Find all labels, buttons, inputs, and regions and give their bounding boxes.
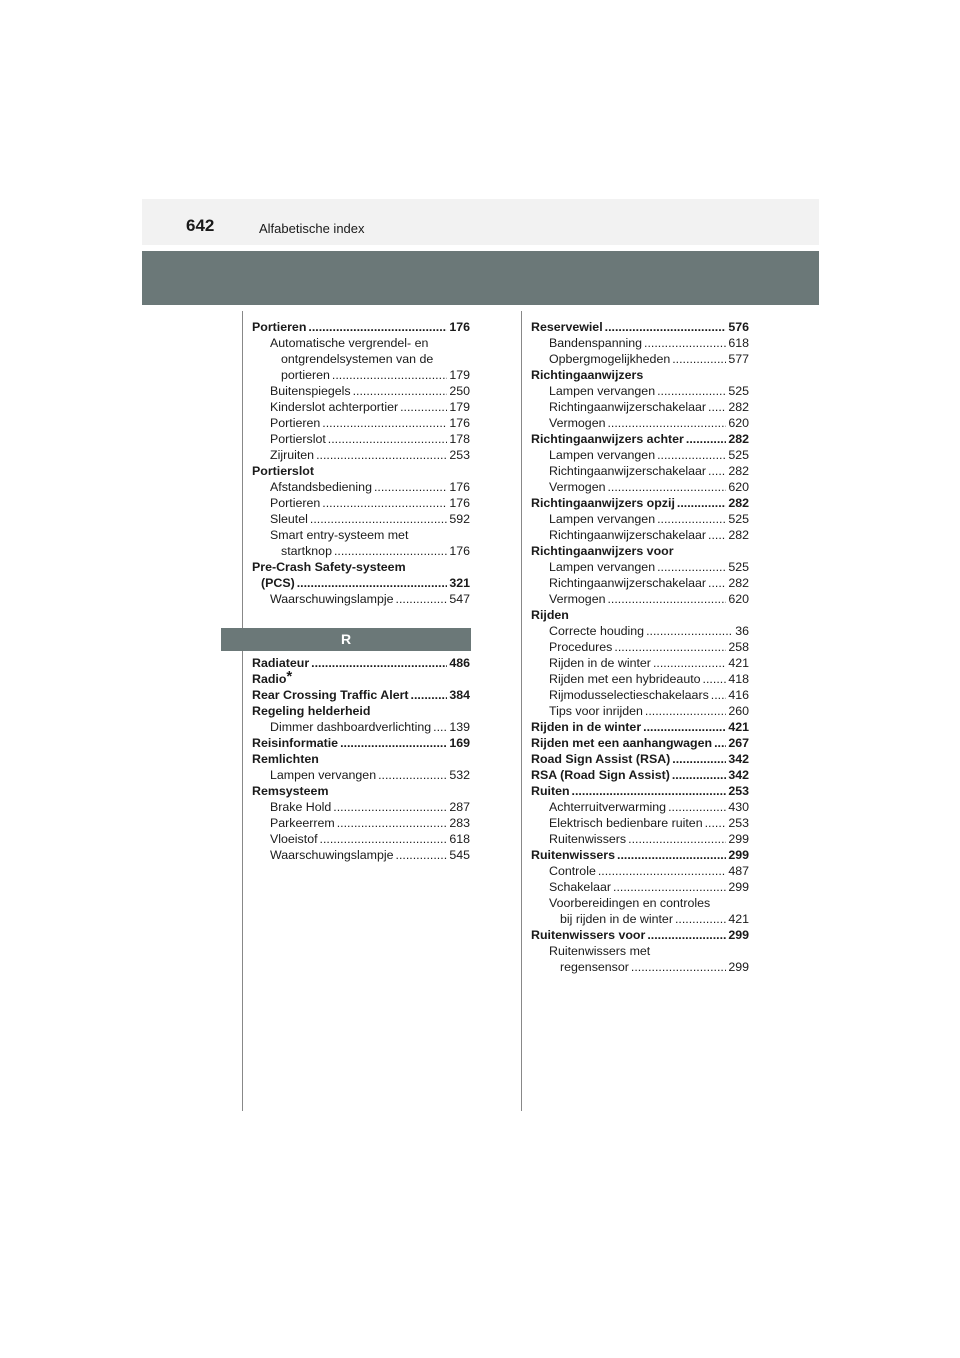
- dot-leader: [322, 495, 447, 511]
- index-term: Lampen vervangen: [549, 448, 656, 462]
- index-term: Lampen vervangen: [270, 768, 377, 782]
- dot-leader: [668, 799, 726, 815]
- column-rule-left: [242, 311, 243, 1111]
- index-term: Portieren: [270, 416, 321, 430]
- index-term: Richtingaanwijzerschakelaar: [549, 400, 707, 414]
- page-reference: 260: [728, 704, 749, 718]
- dot-leader: [714, 735, 726, 751]
- index-term: Bandenspanning: [549, 336, 643, 350]
- index-entry: [531, 831, 749, 847]
- index-entry: [252, 543, 470, 559]
- page-reference: 287: [449, 800, 470, 814]
- index-term: ontgrendelsystemen van de: [281, 352, 434, 366]
- index-entry: [531, 559, 749, 575]
- page-reference: 525: [728, 560, 749, 574]
- page-reference: 547: [449, 592, 470, 606]
- page-reference: 282: [728, 400, 749, 414]
- index-term: Ruitenwissers: [531, 848, 616, 862]
- dot-leader: [677, 495, 726, 511]
- page-reference: 282: [728, 528, 749, 542]
- index-term: Road Sign Assist (RSA): [531, 752, 671, 766]
- index-term: Lampen vervangen: [549, 512, 656, 526]
- dot-leader: [297, 575, 448, 591]
- page-reference: 487: [728, 864, 749, 878]
- index-term: Rijden in de winter: [531, 720, 642, 734]
- index-term: Radio: [252, 672, 287, 686]
- index-term: Afstandsbediening: [270, 480, 372, 494]
- index-entry: [531, 463, 749, 479]
- page-reference: 178: [449, 432, 470, 446]
- dot-leader: [400, 399, 447, 415]
- index-term: Richtingaanwijzerschakelaar: [549, 528, 707, 542]
- index-entry: [252, 668, 470, 687]
- index-entry: [252, 383, 470, 399]
- index-term: Regeling helderheid: [252, 704, 371, 718]
- index-term: Tips voor inrijden: [549, 704, 643, 718]
- dot-leader: [672, 767, 726, 783]
- index-entry: [531, 895, 749, 911]
- page-reference: 592: [449, 512, 470, 526]
- page-reference: 421: [728, 912, 749, 926]
- index-entry: [252, 415, 470, 431]
- index-term: Lampen vervangen: [549, 384, 656, 398]
- index-term: Kinderslot achterportier: [270, 400, 399, 414]
- dot-leader: [645, 703, 726, 719]
- index-term: Portierslot: [252, 464, 314, 478]
- index-entry: [531, 751, 749, 767]
- page-reference: 486: [449, 656, 470, 670]
- dot-leader: [646, 623, 733, 639]
- page-reference: 620: [728, 416, 749, 430]
- index-entry: [531, 367, 749, 383]
- index-term: Automatische vergrendel- en: [270, 336, 429, 350]
- index-entry: [531, 479, 749, 495]
- index-entry: [252, 351, 470, 367]
- page-reference: 532: [449, 768, 470, 782]
- index-entry: [252, 447, 470, 463]
- index-entry: [531, 495, 749, 511]
- dot-leader: [631, 959, 726, 975]
- dot-leader: [322, 415, 447, 431]
- dot-leader: [708, 575, 726, 591]
- index-term: Rear Crossing Traffic Alert: [252, 688, 409, 702]
- dot-leader: [708, 527, 726, 543]
- index-entry: [531, 623, 749, 639]
- page-reference: 618: [728, 336, 749, 350]
- page-reference: 299: [728, 832, 749, 846]
- index-entry: [531, 543, 749, 559]
- index-term: RSA (Road Sign Assist): [531, 768, 670, 782]
- page-reference: 545: [449, 848, 470, 862]
- index-term: Portieren: [252, 320, 307, 334]
- dot-leader: [316, 447, 447, 463]
- dot-leader: [333, 799, 447, 815]
- page-reference: 620: [728, 480, 749, 494]
- dot-leader: [686, 431, 726, 447]
- index-column-left-top: [252, 319, 470, 607]
- page-number: 642: [186, 216, 215, 235]
- index-entry: [252, 815, 470, 831]
- dot-leader: [644, 335, 726, 351]
- index-entry: [252, 799, 470, 815]
- index-term: Richtingaanwijzerschakelaar: [549, 464, 707, 478]
- index-term: bij rijden in de winter: [560, 912, 673, 926]
- dot-leader: [607, 415, 726, 431]
- page-reference: 176: [449, 496, 470, 510]
- dot-leader: [657, 559, 726, 575]
- page-reference: 176: [449, 544, 470, 558]
- footnote-asterisk: *: [286, 668, 293, 685]
- column-rule-middle: [521, 311, 522, 1111]
- page-reference: 283: [449, 816, 470, 830]
- index-entry: [252, 511, 470, 527]
- index-entry: [252, 463, 470, 479]
- index-entry: [252, 335, 470, 351]
- index-entry: [531, 687, 749, 703]
- index-entry: [531, 735, 749, 751]
- page-reference: 421: [728, 720, 749, 734]
- index-term: Portierslot: [270, 432, 326, 446]
- header-title: Alfabetische index: [259, 221, 365, 236]
- page-reference: 618: [449, 832, 470, 846]
- index-term: Opbergmogelijkheden: [549, 352, 671, 366]
- dot-leader: [614, 639, 726, 655]
- index-term: Rijden met een aanhangwagen: [531, 736, 713, 750]
- dot-leader: [396, 847, 448, 863]
- index-term: Ruitenwissers: [549, 832, 627, 846]
- index-entry: [531, 799, 749, 815]
- dot-leader: [374, 479, 447, 495]
- dot-leader: [311, 655, 447, 671]
- page-reference: 416: [728, 688, 749, 702]
- page-reference: 421: [728, 656, 749, 670]
- page-reference: 577: [728, 352, 749, 366]
- index-entry: [252, 495, 470, 511]
- index-term: Buitenspiegels: [270, 384, 351, 398]
- dot-leader: [320, 831, 448, 847]
- index-entry: [531, 335, 749, 351]
- index-entry: [531, 351, 749, 367]
- index-column-right: [531, 319, 749, 975]
- index-entry: [531, 591, 749, 607]
- dot-leader: [657, 383, 726, 399]
- dot-leader: [617, 847, 726, 863]
- index-term: Rijden: [531, 608, 569, 622]
- page-reference: 299: [728, 848, 749, 862]
- index-term: Rijden met een hybrideauto: [549, 672, 701, 686]
- index-entry: [531, 927, 749, 943]
- page-reference: 253: [449, 448, 470, 462]
- index-term: Vloeistof: [270, 832, 318, 846]
- dot-leader: [607, 591, 726, 607]
- index-entry: [531, 575, 749, 591]
- index-term: Richtingaanwijzers: [531, 368, 644, 382]
- page-reference: 179: [449, 400, 470, 414]
- page-reference: 253: [728, 816, 749, 830]
- index-entry: [531, 671, 749, 687]
- dot-leader: [332, 367, 447, 383]
- dot-leader: [657, 447, 726, 463]
- page-reference: 176: [449, 320, 470, 334]
- index-term: Zijruiten: [270, 448, 315, 462]
- index-entry: [531, 399, 749, 415]
- page-reference: 282: [728, 464, 749, 478]
- index-entry: [252, 527, 470, 543]
- page-reference: 179: [449, 368, 470, 382]
- dot-leader: [675, 911, 726, 927]
- dot-leader: [672, 351, 726, 367]
- index-entry: [252, 431, 470, 447]
- dot-leader: [340, 735, 447, 751]
- section-header-r: R: [221, 628, 471, 651]
- index-term: Controle: [549, 864, 596, 878]
- index-term: Pre-Crash Safety-systeem: [252, 560, 406, 574]
- dot-leader: [703, 671, 727, 687]
- index-entry: [531, 815, 749, 831]
- index-entry: [531, 639, 749, 655]
- dot-leader: [605, 319, 727, 335]
- dot-leader: [396, 591, 448, 607]
- dot-leader: [657, 511, 726, 527]
- dot-leader: [411, 687, 448, 703]
- index-term: startknop: [281, 544, 332, 558]
- page-reference: 176: [449, 416, 470, 430]
- index-term: Waarschuwingslampje: [270, 848, 394, 862]
- page-reference: 525: [728, 448, 749, 462]
- dot-leader: [613, 879, 726, 895]
- page-reference: 282: [728, 496, 749, 510]
- dot-leader: [308, 319, 447, 335]
- dot-leader: [378, 767, 447, 783]
- index-entry: [531, 943, 749, 959]
- dot-leader: [708, 463, 726, 479]
- index-entry: [252, 735, 470, 751]
- index-term: Elektrisch bedienbare ruiten: [549, 816, 703, 830]
- index-column-left-bottom: [252, 655, 470, 863]
- page-reference: 299: [728, 928, 749, 942]
- index-term: Correcte houding: [549, 624, 645, 638]
- header-band: [142, 251, 819, 305]
- page-reference: 139: [449, 720, 470, 734]
- index-entry: [252, 751, 470, 767]
- page-reference: 321: [449, 576, 470, 590]
- dot-leader: [705, 815, 727, 831]
- index-term: Smart entry-systeem met: [270, 528, 409, 542]
- index-term: Waarschuwingslampje: [270, 592, 394, 606]
- index-entry: [252, 319, 470, 335]
- dot-leader: [353, 383, 448, 399]
- index-term: Portieren: [270, 496, 321, 510]
- index-entry: [252, 767, 470, 783]
- index-term: Vermogen: [549, 480, 606, 494]
- index-entry: [252, 575, 470, 591]
- page-reference: 299: [728, 880, 749, 894]
- index-entry: [531, 703, 749, 719]
- index-entry: [252, 719, 470, 735]
- index-entry: [252, 399, 470, 415]
- page-reference: 267: [728, 736, 749, 750]
- page-reference: 169: [449, 736, 470, 750]
- page-reference: 430: [728, 800, 749, 814]
- page-reference: 418: [728, 672, 749, 686]
- index-entry: [252, 847, 470, 863]
- index-term: (PCS): [261, 576, 295, 590]
- dot-leader: [628, 831, 726, 847]
- index-term: Parkeerrem: [270, 816, 335, 830]
- index-entry: [531, 415, 749, 431]
- dot-leader: [711, 687, 727, 703]
- index-term: Achterruitverwarming: [549, 800, 667, 814]
- index-entry: [531, 607, 749, 623]
- page-reference: 250: [449, 384, 470, 398]
- dot-leader: [334, 543, 447, 559]
- page-reference: 342: [728, 752, 749, 766]
- index-entry: [252, 367, 470, 383]
- index-entry: [252, 783, 470, 799]
- index-term: Rijden in de winter: [549, 656, 651, 670]
- index-term: Procedures: [549, 640, 613, 654]
- page-reference: 299: [728, 960, 749, 974]
- page-reference: 525: [728, 512, 749, 526]
- index-term: Sleutel: [270, 512, 308, 526]
- dot-leader: [433, 719, 447, 735]
- page-reference: 525: [728, 384, 749, 398]
- dot-leader: [310, 511, 447, 527]
- index-entry: [252, 559, 470, 575]
- index-entry: [252, 591, 470, 607]
- page-reference: 620: [728, 592, 749, 606]
- page-reference: 258: [728, 640, 749, 654]
- dot-leader: [607, 479, 726, 495]
- index-entry: [531, 527, 749, 543]
- index-term: Brake Hold: [270, 800, 332, 814]
- index-term: Ruitenwissers voor: [531, 928, 646, 942]
- header-bar: [142, 199, 819, 245]
- index-term: Radiateur: [252, 656, 310, 670]
- index-term: portieren: [281, 368, 330, 382]
- page-reference: 176: [449, 480, 470, 494]
- index-entry: [531, 911, 749, 927]
- page-reference: 282: [728, 576, 749, 590]
- index-entry: [531, 879, 749, 895]
- index-term: Lampen vervangen: [549, 560, 656, 574]
- dot-leader: [708, 399, 726, 415]
- page-reference: 576: [728, 320, 749, 334]
- dot-leader: [598, 863, 726, 879]
- index-entry: [252, 687, 470, 703]
- index-entry: [252, 703, 470, 719]
- index-term: Ruitenwissers met: [549, 944, 651, 958]
- index-entry: [531, 959, 749, 975]
- page-reference: 342: [728, 768, 749, 782]
- index-entry: [531, 783, 749, 799]
- page-reference: 282: [728, 432, 749, 446]
- index-term: regensensor: [560, 960, 629, 974]
- index-entry: [252, 831, 470, 847]
- index-entry: [531, 431, 749, 447]
- dot-leader: [647, 927, 726, 943]
- page-reference: 36: [735, 624, 749, 638]
- index-term: Reisinformatie: [252, 736, 339, 750]
- index-entry: [531, 847, 749, 863]
- index-entry: [531, 655, 749, 671]
- dot-leader: [337, 815, 448, 831]
- index-term: Rijmodusselectieschakelaars: [549, 688, 709, 702]
- index-entry: [531, 719, 749, 735]
- index-entry: [531, 383, 749, 399]
- dot-leader: [643, 719, 726, 735]
- index-term: Richtingaanwijzers achter: [531, 432, 684, 446]
- index-term: Richtingaanwijzers voor: [531, 544, 674, 558]
- index-entry: [531, 767, 749, 783]
- index-term: Dimmer dashboardverlichting: [270, 720, 432, 734]
- page-reference: 253: [728, 784, 749, 798]
- index-term: Richtingaanwijzerschakelaar: [549, 576, 707, 590]
- index-term: Vermogen: [549, 416, 606, 430]
- index-term: Reservewiel: [531, 320, 603, 334]
- index-term: Ruiten: [531, 784, 570, 798]
- index-term: Remsysteem: [252, 784, 329, 798]
- index-term: Vermogen: [549, 592, 606, 606]
- index-entry: [531, 447, 749, 463]
- index-entry: [531, 511, 749, 527]
- index-entry: [531, 863, 749, 879]
- index-term: Schakelaar: [549, 880, 611, 894]
- dot-leader: [572, 783, 727, 799]
- page-reference: 384: [449, 688, 470, 702]
- dot-leader: [653, 655, 726, 671]
- dot-leader: [328, 431, 448, 447]
- index-entry: [252, 655, 470, 671]
- index-entry: [531, 319, 749, 335]
- index-term: Voorbereidingen en controles: [549, 896, 711, 910]
- dot-leader: [672, 751, 726, 767]
- index-entry: [252, 479, 470, 495]
- index-term: Remlichten: [252, 752, 319, 766]
- index-term: Richtingaanwijzers opzij: [531, 496, 675, 510]
